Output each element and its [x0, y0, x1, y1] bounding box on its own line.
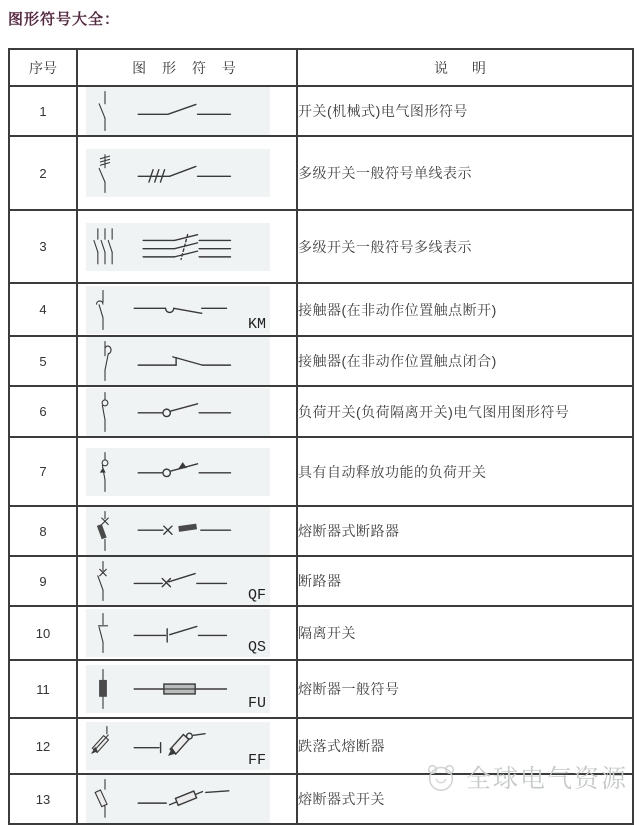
row-description: 多级开关一般符号单线表示	[297, 136, 633, 210]
disconnector-vertical-icon	[90, 612, 116, 654]
header-num: 序号	[9, 49, 77, 86]
row-number: 1	[9, 86, 77, 136]
symbol-cell	[86, 149, 270, 197]
row-description: 跌落式熔断器	[297, 718, 633, 774]
row-number: 4	[9, 283, 77, 336]
symbol-label: KM	[248, 315, 267, 333]
header-symbol: 图 形 符 号	[77, 49, 297, 86]
symbol-label: FU	[248, 695, 267, 712]
row-number: 9	[9, 556, 77, 606]
table-row	[9, 556, 633, 606]
load-switch-vertical-icon	[90, 391, 120, 433]
contactor-closed-vertical-icon	[90, 340, 120, 382]
row-number: 2	[9, 136, 77, 210]
table-row	[9, 283, 633, 336]
multi-pole-switch-single-line-vertical-icon	[90, 152, 120, 194]
row-number: 12	[9, 718, 77, 774]
dropout-fuse-horizontal-icon	[132, 732, 232, 760]
symbol-cell	[86, 388, 270, 436]
row-number: 10	[9, 606, 77, 660]
multi-pole-switch-single-line-horizontal-icon	[136, 159, 236, 187]
symbol-label: QF	[248, 587, 267, 604]
fuse-switch-vertical-icon	[90, 778, 120, 820]
page-title: 图形符号大全：	[8, 11, 121, 28]
fuse-horizontal-icon	[132, 675, 232, 703]
switch-horizontal-icon	[136, 97, 236, 125]
row-description: 断路器	[297, 556, 633, 606]
table-row	[9, 136, 633, 210]
row-description: 接触器(在非动作位置触点闭合)	[297, 336, 633, 386]
row-number: 8	[9, 506, 77, 556]
row-number: 3	[9, 210, 77, 283]
row-description: 接触器(在非动作位置触点断开)	[297, 283, 633, 336]
row-description: 多级开关一般符号多线表示	[297, 210, 633, 283]
fuse-vertical-icon	[90, 668, 116, 710]
row-description: 具有自动释放功能的负荷开关	[297, 437, 633, 506]
multi-pole-switch-multi-line-horizontal-icon	[136, 233, 236, 261]
row-description: 熔断器式开关	[297, 774, 633, 824]
contactor-open-vertical-icon	[90, 289, 116, 331]
row-description: 开关(机械式)电气图形符号	[297, 86, 633, 136]
symbol-cell	[86, 87, 270, 135]
circuit-breaker-vertical-icon	[90, 560, 116, 602]
load-switch-auto-release-horizontal-icon	[136, 458, 236, 486]
fuse-circuit-breaker-vertical-icon	[90, 510, 120, 552]
row-number: 13	[9, 774, 77, 824]
header-desc: 说 明	[297, 49, 633, 86]
disconnector-horizontal-icon	[132, 619, 232, 647]
dropout-fuse-vertical-icon	[90, 725, 116, 767]
table-row	[9, 718, 633, 774]
table-header-row	[9, 49, 633, 86]
load-switch-auto-release-vertical-icon	[90, 451, 120, 493]
table-row	[9, 437, 633, 506]
table-row	[9, 606, 633, 660]
table-row	[9, 660, 633, 718]
symbol-cell	[86, 722, 270, 770]
symbols-table	[8, 48, 634, 825]
table-row	[9, 774, 633, 824]
watermark-text: 全球电气资源	[465, 765, 628, 793]
fuse-switch-horizontal-icon	[136, 785, 236, 813]
symbol-label: FF	[248, 752, 267, 769]
row-description: 隔离开关	[297, 606, 633, 660]
symbol-cell	[86, 223, 270, 271]
symbol-cell	[86, 448, 270, 496]
symbol-cell	[86, 286, 270, 334]
row-number: 6	[9, 386, 77, 437]
multi-pole-switch-multi-line-vertical-icon	[90, 226, 120, 268]
contactor-open-horizontal-icon	[132, 296, 232, 324]
switch-vertical-icon	[90, 90, 120, 132]
row-description: 熔断器一般符号	[297, 660, 633, 718]
table-row	[9, 386, 633, 437]
load-switch-horizontal-icon	[136, 398, 236, 426]
contactor-closed-horizontal-icon	[136, 347, 236, 375]
symbol-cell	[86, 337, 270, 385]
symbol-label: QS	[248, 639, 267, 656]
table-row	[9, 86, 633, 136]
row-description: 熔断器式断路器	[297, 506, 633, 556]
symbol-cell	[86, 665, 270, 713]
symbol-cell	[86, 557, 270, 605]
table-row	[9, 506, 633, 556]
table-row	[9, 210, 633, 283]
row-description: 负荷开关(负荷隔离开关)电气图用图形符号	[297, 386, 633, 437]
symbol-cell	[86, 609, 270, 657]
row-number: 7	[9, 437, 77, 506]
row-number: 5	[9, 336, 77, 386]
symbol-cell	[86, 507, 270, 555]
circuit-breaker-horizontal-icon	[132, 567, 232, 595]
table-row	[9, 336, 633, 386]
symbol-cell	[86, 775, 270, 823]
row-number: 11	[9, 660, 77, 718]
fuse-circuit-breaker-horizontal-icon	[136, 517, 236, 545]
